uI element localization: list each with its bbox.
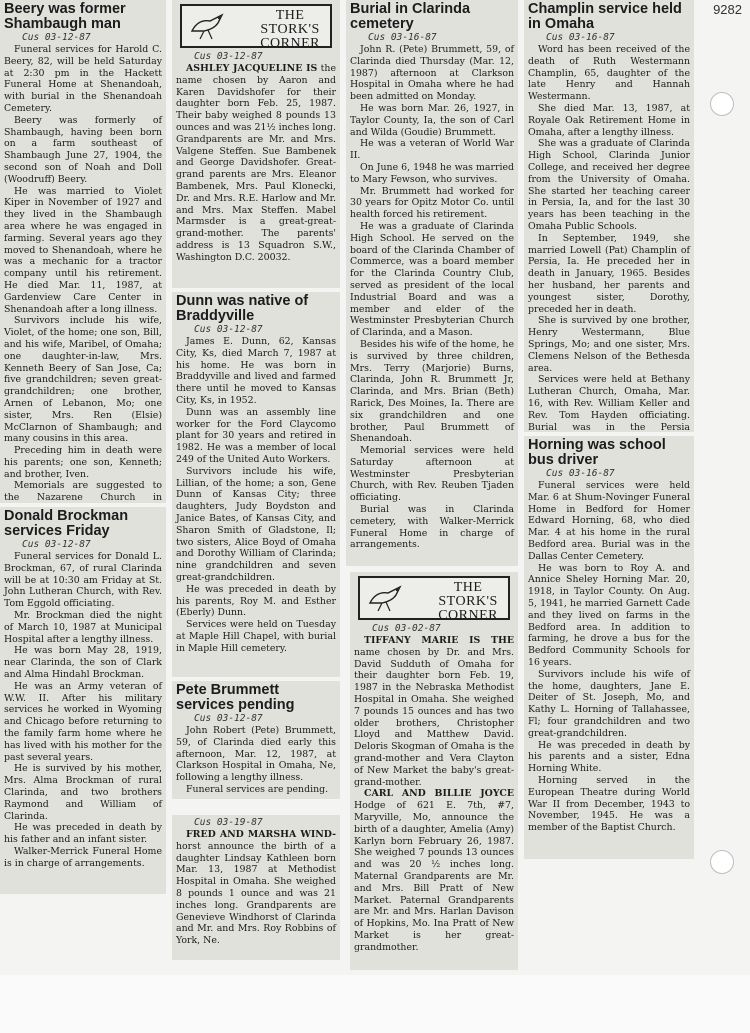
logo-line: CORNER [260,36,320,51]
page-bottom-margin [0,975,750,1033]
paragraph: Beery was formerly of Shambaugh, having been born on a farm southeast of Shambaugh June 27, 1904, the second son of Noah and Doll (Woodruff) Beery. [4,114,162,185]
paragraph: Services were held on Tuesday at Maple Hill Chapel, with burial in Maple Hill cemetery. [176,619,336,654]
paragraph: He was a graduate of Clarinda High School. He served on the board of the Clarinda Chamber of Commerce, was a board member for the Clarinda Country Club, served as president of the local Industrial Board and was a member and elder of the Westminster Presbyterian Church of Clarinda, and a Mason. [350,220,514,339]
paragraph: Survivors include his wife, Violet, of the home; one son, Bill, and his wife, Maribel, of Omaha; one daughter-in-law, Mrs. Kenneth Beery of San Jose, Ca; five grandchildren; seven great-grandchildren; one brother, Arnen of Lebanon, Mo; one sister, Mrs. Ren (Elsie) McClarnon of Shambaugh; and many cousins in this area. [4,315,162,445]
clipping-dunn [172,292,340,677]
paragraph: She is survived by one brother, Henry Westermann, Blue Springs, Mo; and one sister, Mrs. Clemens Nelson of the Bethesda area. [528,315,690,374]
logo-line: THE [275,8,305,23]
announcement-text: name chosen by Dr. and Mrs. David Sudduth of Omaha for their daughter born Feb. 19, 1987 in the Nebraska Methodist Hospital in Omaha. She weighed 7 pounds 15 ounces and has two older brothers, Christopher Lloyd and Matthew David. Deloris Skogman of Omaha is the grand-mother and Vera Clayton of New Market the baby's great-grand-mother. [354,646,514,788]
paragraph: On June 6, 1948 he was married to Mary Fewson, who survives. [350,161,514,185]
paragraph: Horning served in the European Theatre during World War II from December, 1943 to November, 1945. He was a member of the Baptist Church. [528,774,690,834]
clipping-champlin [524,0,694,432]
paragraph: Word has been received of the death of Ruth Westermann Champlin, 65, daughter of the late Henry and Hannah Westermann. [528,44,690,103]
clipping-windhorst [172,815,340,960]
paragraph: Memorials are suggested to the Nazarene Church in [4,480,162,503]
clipping-stork-ashley [172,0,340,288]
logo-line: STORK'S [260,22,320,37]
paragraph: He is survived by his mother, Mrs. Alma Brockman of rural Clarinda, and two brothers Raymond and William of Clarinda. [4,763,162,822]
paragraph: Mr. Brockman died the night of March 10, 1987 at Municipal Hospital after a lengthy illness. [4,609,162,645]
paragraph: Besides his wife of the home, he is survived by three children, Mrs. Terry (Marjorie) Burns, Clarinda, John R. Brummett Jr, Clarinda, and Mrs. Brian (Beth) Rarick, Des Moines, Ia. There are six grandchildren and one brother, Paul Brummett of Shenandoah. [350,338,514,445]
lead-in: ASHLEY JACQUELINE IS [186,63,318,74]
punch-hole [710,850,734,874]
clipping-beery [0,0,166,503]
headline: Horning was school bus driver [528,437,666,468]
paragraph: Mr. Brummett had worked for 30 years for Opitz Motor Co. until health forced his retirement. [350,185,514,221]
handwritten-date: Cus 03-12-87 [22,32,91,43]
storks-corner-logo [180,4,332,51]
paragraph: Memorial services were held Saturday afternoon at Westminster Presbyterian Church, with Rev. Reuben Tjaden officiating. [350,445,514,504]
headline: Donald Brockman services Friday [4,508,129,539]
storks-corner-logo [358,576,510,623]
article-body [4,551,162,870]
paragraph: In September, 1949, she married Lowell (Pat) Champlin of Persia, Ia. He preceded her in death in January, 1965. Besides her husband, her parents and youngest sister, Dorothy, preceded her in death. [528,232,690,315]
paragraph: Funeral services were held Mar. 6 at Shum-Novinger Funeral Home in Bedford for Homer Edward Horning, 68, who died Mar. 4 at his home in the rural Bedford area. Burial was in the Dallas Center Cemetery. [528,480,690,562]
logo-line: STORK'S [438,594,498,609]
paragraph: Survivors include his wife of the home, daughters, Jane E. Deiter of St. Joseph, Mo, and Kathy L. Horning of Tallahassee, Fl; four grandchildren and two great-grandchildren. [528,668,690,739]
paragraph: She died Mar. 13, 1987, at Royale Oak Retirement Home in Omaha, after a lengthy illness. [528,102,690,138]
paragraph: She was a graduate of Clarinda High School, Clarinda Junior College, and received her degree from the University of Omaha. She started her teaching career in Persia, Ia, and for the last 30 years has been teaching in the Omaha Public Schools. [528,138,690,232]
headline: Pete Brummett services pending [176,682,295,713]
paragraph: Preceding him in death were his parents; one son, Kenneth; and brother, Iven. [4,445,162,480]
paragraph: He was born May 28, 1919, near Clarinda, the son of Clark and Alma Hindahl Brockman. [4,645,162,680]
article-body [528,480,690,834]
paragraph: He was born to Roy A. and Annice Sheley Horning Mar. 20, 1918, in Taylor County. On Aug. 5, 1941, he married Garnett Cade and they lived on farms in the Bedford area. In addition to farming, he drove a bus for the Bedford Community Schools for 16 years. [528,562,690,668]
clipping-brockman [0,507,166,894]
headline: Dunn was native of Braddyville [176,293,309,324]
paragraph: Services were held at Bethany Lutheran Church, Omaha, Mar. 16, with Rev. William Keller and Rev. Tom Hayden officiating. Burial was in the Persia [528,374,690,432]
paragraph: Walker-Merrick Funeral Home is in charge of arrangements. [4,845,162,869]
handwritten-date: Cus 03-12-87 [194,713,263,724]
handwritten-date: Cus 03-19-87 [194,817,263,828]
lead-in: TIFFANY MARIE IS THE [364,635,514,646]
paragraph: He was preceded in death by his parents, Roy M. and Esther (Eberly) Dunn. [176,583,336,619]
logo-title [438,581,498,623]
paragraph: He was preceded in death by his parents and a sister, Edna Horning White. [528,739,690,775]
article-body [354,635,514,954]
article-body [176,829,336,947]
announcement-text: horst announce the birth of a daughter Lindsay Kathleen born Mar. 13, 1987 at Methodist Hospital in Omaha. She weighed 8 pounds 1 ounce and was 21 inches long. Grandparents are Genevieve Windhorst of Clarinda and Mr. and Mrs. Roy Robbins of York, Ne. [176,840,336,947]
page-number: 9282 [713,2,742,17]
article-body [176,63,336,264]
handwritten-date: Cus 03-16-87 [546,468,615,479]
handwritten-date: Cus 03-12-87 [194,51,263,62]
paragraph: John R. (Pete) Brummett, 59, of Clarinda died Thursday (Mar. 12, 1987) afternoon at Clarkson Hospital in Omaha where he had been admitted on Monday. [350,44,514,103]
handwritten-date: Cus 03-16-87 [368,32,437,43]
logo-title [260,9,320,51]
article-body [350,44,514,551]
paragraph: He was married to Violet Kiper in November of 1927 and they lived in the Shambaugh area where he was engaged in farming. Several years ago they moved to Shenandoah, where he was a mechanic for a tractor company until his retirement. He died Mar. 11, 1987, at Gardenview Care Center in Shenandoah after a long illness. [4,185,162,315]
article-body [176,725,336,796]
headline: Beery was former Shambaugh man [4,1,126,32]
stork-icon [188,11,228,41]
handwritten-date: Cus 03-16-87 [546,32,615,43]
paragraph: Survivors include his wife, Lillian, of the home; a son, Gene Dunn of Kansas City; three daughters, Judy Boydston and Janice Bates, of Kansas City, and Sharon Smith of Gladstone, Il; two sisters, Alice Boyd of Omaha and Dorothy William of Clarinda; nine grandchildren and seven great-grandchildren. [176,465,336,583]
paragraph: He was preceded in death by his father and an infant sister. [4,822,162,846]
article-body [528,44,690,432]
paragraph: He was a veteran of World War II. [350,138,514,162]
paragraph: Funeral services are pending. [186,783,329,795]
paragraph: Dunn was an assembly line worker for the Ford Claycomo plant for 30 years and retired in 1982. He was a member of local 249 of the United Auto Workers. [176,406,336,465]
paragraph: Funeral services for Harold C. Beery, 82, will be held Saturday at 2:30 pm in the Hackett Funeral Home at Shenandoah, with burial in the Shenandoah Cemetery. [4,44,162,114]
clipping-horning [524,436,694,859]
logo-line: CORNER [438,608,498,623]
handwritten-date: Cus 03-02-87 [372,623,441,634]
handwritten-date: Cus 03-12-87 [22,539,91,550]
clipping-pete-brummett [172,681,340,799]
paragraph: Funeral services for Donald L. Brockman, 67, of rural Clarinda will be at 10:30 am Friday at St. John Lutheran Church, with Rev. Tom Eggold officiating. [4,551,162,610]
paragraph: He was an Army veteran of W.W. II. After his military services he worked in Wyoming and Chicago before returning to the family farm home where he has lived with his mother for the past several years. [4,680,162,763]
announcement-text: Hodge of 621 E. 7th, #7, Maryville, Mo, announce the birth of a daughter, Amelia (Amy) Karlyn born February 26, 1987. She weighed 7 pounds 13 ounces and was 20 ½ inches long. Maternal Grandparents are Mr. and Mrs. Bill Pratt of New Market. Paternal Grandparents are Mr. and Mrs. Harlan Davison of Hopkins, Mo. Ina Pratt of New Market is her great-grandmother. [354,800,514,953]
paragraph: James E. Dunn, 62, Kansas City, Ks, died March 7, 1987 at his home. He was born in Braddyville and lived and farmed there until he moved to Kansas City, Ks, in 1952. [176,336,336,406]
paragraph: Burial was in Clarinda cemetery, with Walker-Merrick Funeral Home in charge of arrangements. [350,504,514,551]
punch-hole [710,92,734,116]
clipping-burial [346,0,518,566]
handwritten-date: Cus 03-12-87 [194,324,263,335]
lead-in: CARL AND BILLIE JOYCE [364,788,514,800]
logo-line: THE [453,580,483,595]
clipping-stork-tiffany [350,572,518,970]
announcement-text: the name chosen by Aaron and Karen Davidshofer for their daughter born Feb. 25, 1987. Their baby weighed 8 pounds 13 ounces and was 21½ inches long. Grandparents are Mr. and Mrs. Valgene Steffen. Sue Bambenek and George Davidshofer. Great-grand parents are Mrs. Eleanor Bambenek, Mrs. Paul Klonecki, Dr. and Mrs. R.E. Harlow and Mr. and Mrs. Max Steffen. Mabel Marmsder is a great-great-grand-mother. The parents' address is 13 Squadron S.W., Washington D.C. 20032. [176,63,337,263]
headline: Champlin service held in Omaha [528,1,682,32]
paragraph: He was born Mar. 26, 1927, in Taylor County, Ia, the son of Carl and Wilda (Goudie) Brummett. [350,102,514,138]
stork-icon [366,583,406,613]
article-body [4,44,162,503]
lead-in: FRED AND MARSHA WIND- [186,829,336,840]
paragraph: John Robert (Pete) Brummett, 59, of Clarinda died early this afternoon, Mar. 12, 1987, at Clarkson Hospital in Omaha, Ne, following a lengthy illness. [176,725,336,784]
headline: Burial in Clarinda cemetery [350,1,471,32]
article-body [176,336,336,655]
